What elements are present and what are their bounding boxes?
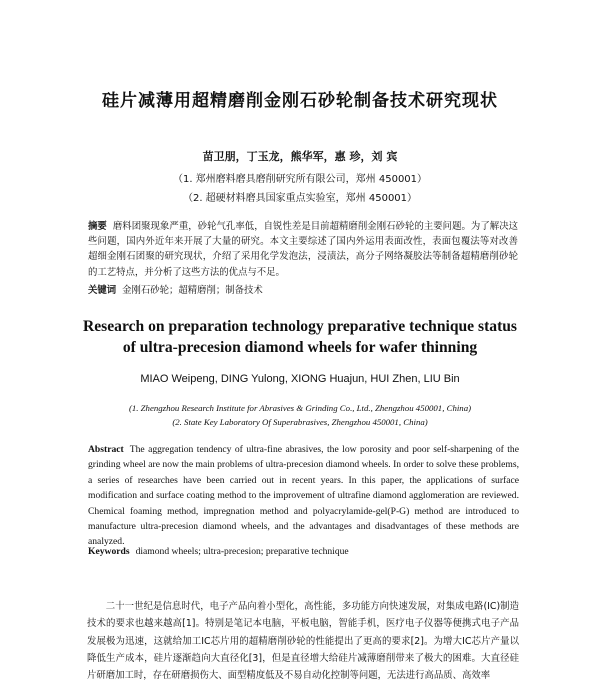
chinese-affiliation-2: （2. 超硬材料磨具国家重点实验室，郑州 450001） xyxy=(182,193,418,204)
english-keywords-text: diamond wheels; ultra-precesion; preparative technique xyxy=(135,546,349,557)
english-authors: MIAO Weipeng, DING Yulong, XIONG Huajun, HUI Zhen, LIU Bin xyxy=(140,373,460,385)
chinese-title: 硅片减薄用超精磨削金刚石砂轮制备技术研究现状 xyxy=(102,91,498,111)
english-abstract-text: The aggregation tendency of ultra-fine abrasives, the low porosity and poor self-sharpening of the grinding wheel are now the main problems of ultra-precesion diamond wheels. In order to solve these problems, a series of researches have been carried out in recent years. In this paper, the applications of surface modification and surface coating method to the improvement of ultrafine diamond agglomeration are reviewed. Chemical foaming method, impregnation method and polyacrylamide-gel(P-G) method are introduced to manufacture ultra-precesion diamond wheels, and the advantages and disadvantages of these methods are analyzed. xyxy=(88,444,519,548)
english-affiliation-1: (1. Zhengzhou Research Institute for Abrasives & Grinding Co., Ltd., Zhengzhou 450001, China) xyxy=(128,403,472,413)
chinese-abstract-label: 摘要 xyxy=(88,221,107,232)
english-title-line-1: Research on preparation technology preparative technique status xyxy=(82,318,517,335)
english-affiliation-2: (2. State Key Laboratory Of Superabrasives, Zhengzhou 450001, China) xyxy=(172,417,428,427)
chinese-authors: 苗卫朋，丁玉龙，熊华军，惠 珍，刘 宾 xyxy=(202,150,398,163)
chinese-abstract xyxy=(88,219,518,280)
chinese-keywords-text: 金刚石砂轮；超精磨削；制备技术 xyxy=(122,285,263,296)
chinese-affiliation-1: （1. 郑州磨料磨具磨削研究所有限公司，郑州 450001） xyxy=(172,174,428,185)
chinese-keywords xyxy=(88,282,518,296)
english-abstract xyxy=(88,442,519,550)
english-keywords-label: Keywords xyxy=(88,546,130,557)
english-abstract-label: Abstract xyxy=(88,444,124,455)
english-title-line-2: of ultra-precesion diamond wheels for wafer thinning xyxy=(122,339,478,356)
english-title xyxy=(0,316,600,358)
chinese-keywords-label: 关键词 xyxy=(88,285,117,296)
english-keywords xyxy=(88,546,519,557)
chinese-abstract-text: 磨料团聚现象严重，砂轮气孔率低，自锐性差是目前超精磨削金刚石砂轮的主要问题。为了解决这些问题，国内外近年来开展了大量的研究。本文主要综述了国内外运用表面改性，表面包覆法等对改善超细金刚石团聚的研究现状，介绍了采用化学发泡法，浸渍法，高分子网络凝胶法等制备超精磨削砂轮的工艺特点，并分析了这些方法的优点与不足。 xyxy=(88,221,518,278)
body-paragraph: 二十一世纪是信息时代，电子产品向着小型化，高性能，多功能方向快速发展，对集成电路(IC)制造技术的要求也越来越高[1]。特别是笔记本电脑，平板电脑，智能手机，医疗电子仪器等便携式电子产品发展极为迅速，这就给加工IC芯片用的超精磨削砂轮的性能提出了更高的要求[2]。为增大IC芯片产量以降低生产成本，硅片逐渐趋向大直径化[3]，但是直径增大给硅片减薄磨削带来了极大的困难。大直径硅片研磨加工时，存在研磨损伤大、面型精度低及不易自动化控制等问题，无法进行高品质、高效率 xyxy=(87,601,519,682)
